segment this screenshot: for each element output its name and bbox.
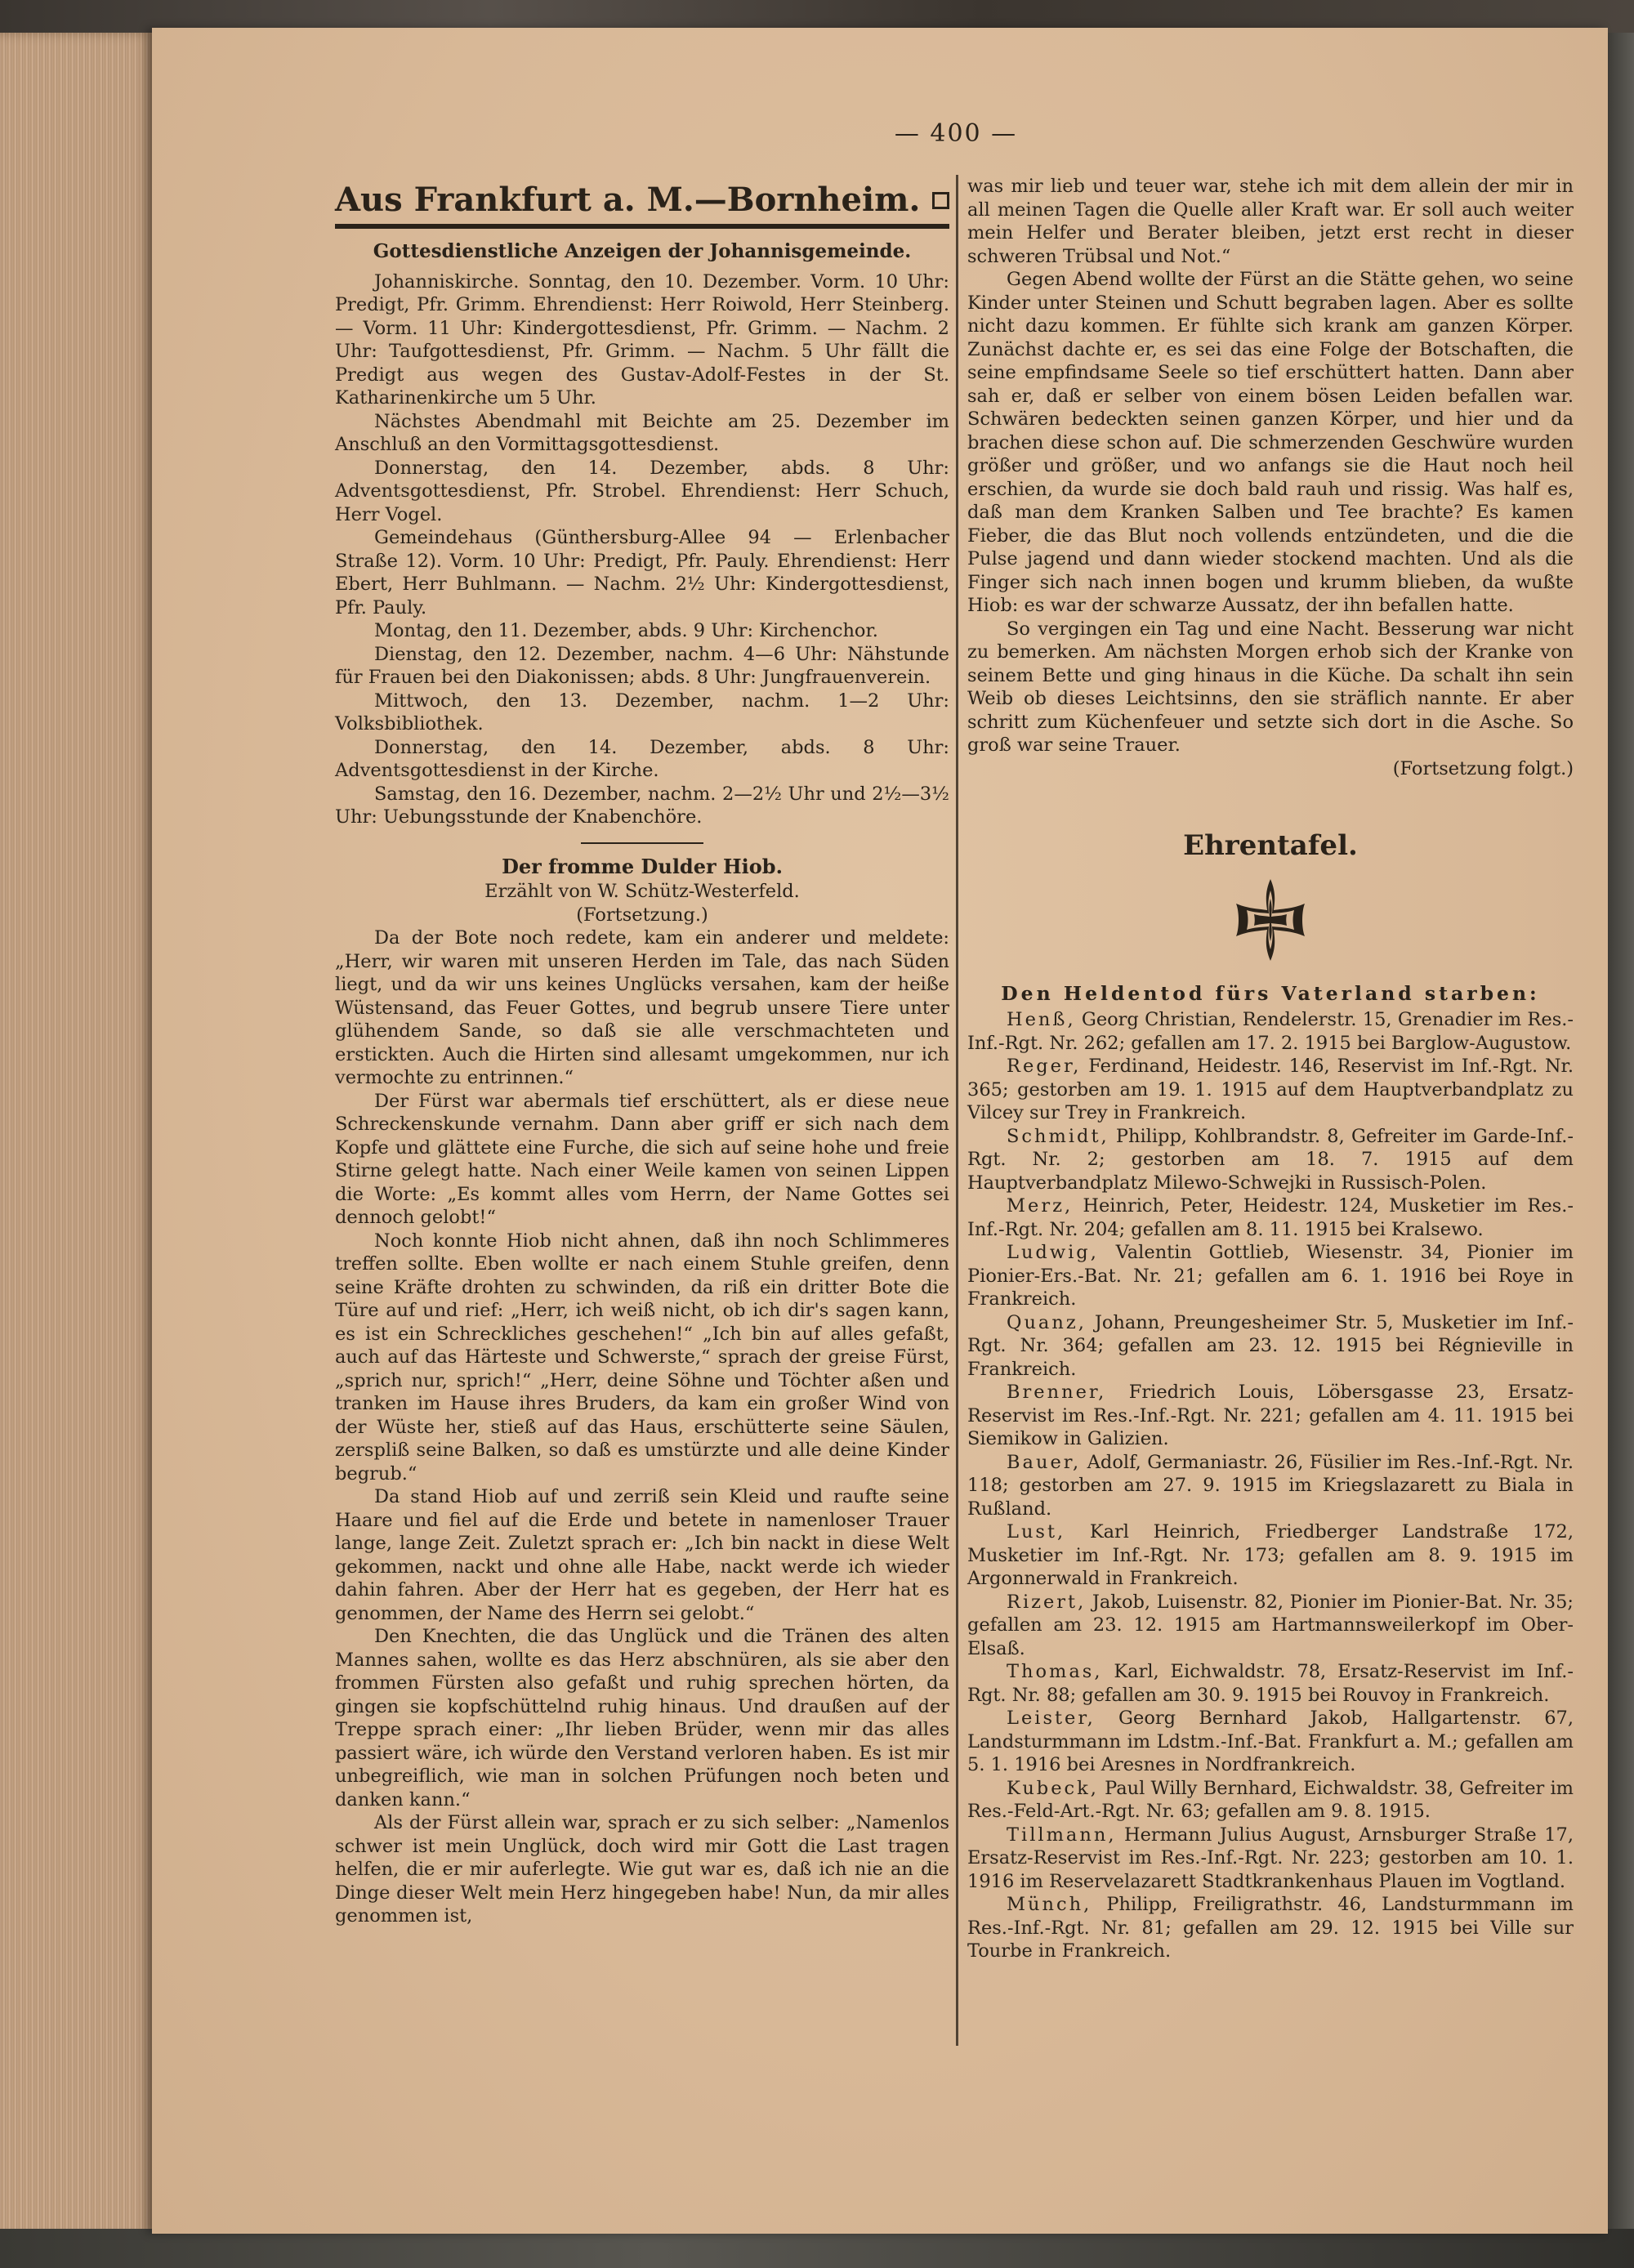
masthead-title: Aus Frankfurt a. M.—Bornheim. bbox=[335, 181, 921, 219]
column-divider bbox=[956, 175, 958, 2046]
casualty-name: Merz, bbox=[1007, 1195, 1074, 1217]
casualty-details: Georg Bernhard Jakob, Hallgartenstr. 67, Landsturmmann im Ldstm.-Inf.-Bat. Frankfurt a. M.; gefallen am 5. 1. 1916 bei Aresnes in Nordfrankreich. bbox=[967, 1708, 1574, 1775]
casualty-name: Thomas, bbox=[1007, 1661, 1103, 1682]
casualty-entry bbox=[967, 1125, 1574, 1195]
announcement: Mittwoch, den 13. Dezember, nachm. 1—2 Uhr: Volksbibliothek. bbox=[335, 690, 949, 734]
right-column bbox=[967, 175, 1574, 1963]
story-paragraph: was mir lieb und teuer war, stehe ich mit dem allein der mir in all meinen Tagen die Quelle aller Kraft war. Er soll auch weiter mein Helfer und Berater bleiben, jetzt erst recht in dieser schweren Trübsal und Not.“ bbox=[967, 176, 1574, 267]
announcement: Nächstes Abendmahl mit Beichte am 25. Dezember im Anschluß an den Vormittagsgottesdienst. bbox=[335, 410, 949, 455]
casualty-details: Karl, Eichwaldstr. 78, Ersatz-Reservist im Inf.-Rgt. Nr. 88; gefallen am 30. 9. 1915 bei Rouvoy in Frankreich. bbox=[967, 1661, 1574, 1706]
casualty-entry bbox=[967, 1707, 1574, 1777]
casualty-details: Friedrich Louis, Löbersgasse 23, Ersatz-Reservist im Res.-Inf.-Rgt. Nr. 221; gefallen am 4. 11. 1915 bei Siemikow in Galizien. bbox=[967, 1382, 1574, 1449]
story-paragraph: Da stand Hiob auf und zerriß sein Kleid und raufte seine Haare und fiel auf die Erde und betete in namenloser Trauer lange, lange Zeit. Zuletzt sprach er: „Ich bin nackt in diese Welt gekommen, nackt und ohne alle Habe, nackt werde ich wieder dahin fahren. Aber der Herr hat es gegeben, der Herr hat es genommen, der Name des Herrn sei gelobt.“ bbox=[335, 1486, 949, 1624]
casualty-name: Henß, bbox=[1007, 1009, 1076, 1030]
announcement: Johanniskirche. Sonntag, den 10. Dezember. Vorm. 10 Uhr: Predigt, Pfr. Grimm. Ehrendienst: Herr Roiwold, Herr Steinberg. — Vorm. 11 Uhr: Kindergottesdienst, Pfr. Grimm. — Nachm. 2 Uhr: Taufgottesdienst, Pfr. Grimm. — Nachm. 5 Uhr fällt die Predigt aus wegen des Gustav-Adolf-Festes in der St. Katharinenkirche um 5 Uhr. bbox=[335, 270, 949, 409]
story-paragraph: So vergingen ein Tag und eine Nacht. Besserung war nicht zu bemerken. Am nächsten Morgen erhob sich der Kranke von seinem Bette und ging hinaus in die Küche. Da schalt ihn sein Weib ob dieses Leichtsinns, den sie sträflich nannte. Er aber schritt zum Küchenfeuer und setzte sich dort in die Asche. So groß war seine Trauer. bbox=[967, 618, 1574, 756]
casualty-details: Jakob, Luisenstr. 82, Pionier im Pionier-Bat. Nr. 35; gefallen am 23. 12. 1915 am Hartmannsweilerkopf im Ober-Elsaß. bbox=[967, 1591, 1574, 1659]
casualty-details: Paul Willy Bernhard, Eichwaldstr. 38, Gefreiter im Res.-Feld-Art.-Rgt. Nr. 63; gefallen am 9. 8. 1915. bbox=[967, 1777, 1574, 1822]
casualty-entry bbox=[967, 1451, 1574, 1521]
casualty-list bbox=[967, 1008, 1574, 1963]
casualty-details: Johann, Preungesheimer Str. 5, Musketier im Inf.-Rgt. Nr. 364; gefallen am 23. 12. 1915 bei Régnieville in Frankreich. bbox=[967, 1311, 1574, 1380]
casualty-entry bbox=[967, 1520, 1574, 1591]
casualty-details: Philipp, Kohlbrandstr. 8, Gefreiter im Garde-Inf.-Rgt. Nr. 2; gestorben am 18. 7. 1915 auf dem Hauptverbandplatz Milewo-Schwejki in Russisch-Polen. bbox=[967, 1125, 1574, 1194]
casualty-name: Leister, bbox=[1007, 1708, 1096, 1729]
casualty-name: Tillmann, bbox=[1007, 1824, 1117, 1846]
announcement: Gemeindehaus (Günthersburg-Allee 94 — Erlenbacher Straße 12). Vorm. 10 Uhr: Predigt, Pfr. Pauly. Ehrendienst: Herr Ebert, Herr Buhlmann. — Nachm. 2½ Uhr: Kindergottesdienst, Pfr. Pauly. bbox=[335, 527, 949, 618]
casualty-entry bbox=[967, 1824, 1574, 1894]
casualty-entry bbox=[967, 1777, 1574, 1824]
square-ornament-icon bbox=[932, 192, 949, 209]
casualty-name: Kubeck, bbox=[1007, 1777, 1099, 1799]
casualty-details: Adolf, Germaniastr. 26, Füsilier im Res.-Inf.-Rgt. Nr. 118; gestorben am 27. 9. 1915 im Kriegslazarett zu Biala in Rußland. bbox=[967, 1451, 1574, 1520]
ehrentafel-title: Ehrentafel. bbox=[1183, 829, 1358, 862]
casualty-name: Bauer, bbox=[1007, 1451, 1082, 1473]
announcements bbox=[335, 270, 949, 829]
casualty-entry bbox=[967, 1055, 1574, 1125]
story-paragraph: Der Fürst war abermals tief erschüttert, als er diese neue Schreckenskunde vernahm. Dann aber griff er sich nach dem Kopfe und glättete eine Furche, die sich auf seine hohe und freie Stirne gelegt hatte. Nach einer Weile kamen von seinen Lippen die Worte: „Es kommt alles vom Herrn, der Name Gottes sei dennoch gelobt!“ bbox=[335, 1090, 949, 1228]
casualty-details: Philipp, Freiligrathstr. 46, Landsturmmann im Res.-Inf.-Rgt. Nr. 81; gefallen am 29. 12. 1915 bei Ville sur Tourbe in Frankreich. bbox=[967, 1894, 1574, 1962]
masthead-rule bbox=[335, 224, 949, 229]
casualty-entry bbox=[967, 1194, 1574, 1241]
book-cover-right bbox=[1608, 33, 1634, 2239]
casualty-name: Münch, bbox=[1007, 1894, 1092, 1915]
story-byline: Erzählt von W. Schütz-Westerfeld. bbox=[484, 881, 800, 902]
casualty-name: Rizert, bbox=[1007, 1591, 1087, 1613]
casualty-name: Schmidt, bbox=[1007, 1125, 1109, 1147]
casualty-entry bbox=[967, 1311, 1574, 1382]
casualty-name: Quanz, bbox=[1007, 1311, 1087, 1333]
casualty-entry bbox=[967, 1241, 1574, 1311]
casualty-name: Lust, bbox=[1007, 1521, 1066, 1543]
casualty-details: Valentin Gottlieb, Wiesenstr. 34, Pionier im Pionier-Ers.-Bat. Nr. 21; gefallen am 6. 1. 1916 bei Roye in Frankreich. bbox=[967, 1242, 1574, 1310]
casualty-entry bbox=[967, 1660, 1574, 1707]
casualty-name: Reger, bbox=[1007, 1056, 1082, 1077]
announcement: Donnerstag, den 14. Dezember, abds. 8 Uhr: Adventsgottesdienst in der Kirche. bbox=[335, 736, 949, 781]
masthead bbox=[335, 180, 949, 221]
casualty-entry bbox=[967, 1008, 1574, 1055]
announcements-title: Gottesdienstliche Anzeigen der Johannisgemeinde. bbox=[373, 240, 912, 262]
iron-cross-icon bbox=[967, 874, 1574, 966]
casualty-details: Heinrich, Peter, Heidestr. 124, Musketier im Res.-Inf.-Rgt. Nr. 204; gefallen am 8. 11. 1915 bei Kralsewo. bbox=[967, 1195, 1574, 1240]
ehrentafel-lead: Den Heldentod fürs Vaterland starben: bbox=[1001, 981, 1540, 1005]
book-page-edges bbox=[0, 33, 155, 2239]
left-column bbox=[335, 175, 949, 1928]
casualty-details: Georg Christian, Rendelerstr. 15, Grenadier im Res.-Inf.-Rgt. Nr. 262; gefallen am 17. 2. 1915 bei Barglow-Augustow. bbox=[967, 1009, 1574, 1054]
casualty-name: Ludwig, bbox=[1007, 1242, 1099, 1263]
story-body bbox=[335, 926, 949, 1928]
casualty-details: Ferdinand, Heidestr. 146, Reservist im Inf.-Rgt. Nr. 365; gestorben am 19. 1. 1915 auf dem Hauptverbandplatz zu Vilcey sur Trey in Frankreich. bbox=[967, 1056, 1574, 1123]
announcement: Donnerstag, den 14. Dezember, abds. 8 Uhr: Adventsgottesdienst, Pfr. Strobel. Ehrendienst: Herr Schuch, Herr Vogel. bbox=[335, 457, 949, 525]
casualty-details: Hermann Julius August, Arnsburger Straße 17, Ersatz-Reservist im Res.-Inf.-Rgt. Nr. 223; gestorben am 10. 1. 1916 im Reservelazarett Stadtkrankenhaus Plauen im Vogtland. bbox=[967, 1824, 1574, 1892]
story-title: Der fromme Dulder Hiob. bbox=[502, 854, 783, 878]
casualty-name: Brenner, bbox=[1007, 1382, 1107, 1403]
casualty-entry bbox=[967, 1591, 1574, 1661]
story-paragraph: Als der Fürst allein war, sprach er zu sich selber: „Namenlos schwer ist mein Unglück, doch wird mir Gott die Last tragen helfen, die er mir auferlegte. Wie gut war es, daß ich nie an die Dinge dieser Welt mein Herz hingegeben habe! Nun, da mir alles genommen ist, bbox=[335, 1812, 949, 1926]
announcement: Samstag, den 16. Dezember, nachm. 2—2½ Uhr und 2½—3½ Uhr: Uebungsstunde der Knabenchöre. bbox=[335, 783, 949, 828]
book-cover-bottom bbox=[0, 2229, 1634, 2268]
casualty-entry bbox=[967, 1381, 1574, 1451]
casualty-entry bbox=[967, 1893, 1574, 1963]
story-paragraph: Gegen Abend wollte der Fürst an die Stätte gehen, wo seine Kinder unter Steinen und Schutt begraben lagen. Aber es sollte nicht dazu kommen. Er fühlte sich krank am ganzen Körper. Zunächst dachte er, es sei das eine Folge der Botschaften, die seine empfindsame Seele so tief erschüttert hatten. Dann aber sah er, daß er selber von einem bösen Leiden befallen war. Schwären bedeckten seinen ganzen Körper, und hier und da brachen diese schon auf. Die schmerzenden Geschwüre wurden größer und größer, und wo anfangs sie die Haut noch heil erschien, da wurde sie doch bald rauh und rissig. Was half es, daß man dem Kranken Salben und Tee brachte? Es kamen Fieber, die das Blut noch vollends entzündeten, und die die Pulse jagend und dann wieder stockend machten. Und als die Finger sich nach innen bogen und krumm blieben, da wußte Hiob: es war der schwarze Aussatz, der ihn befallen hatte. bbox=[967, 269, 1574, 616]
to-be-continued-note: (Fortsetzung folgt.) bbox=[1392, 757, 1574, 779]
story-paragraph: Da der Bote noch redete, kam ein anderer und meldete: „Herr, wir waren mit unseren Herden im Tale, das nach Süden liegt, und da wir uns keines Unglücks versahen, kam der heiße Wüstensand, das Feuer Gottes, und begrub unsere Tiere unter glühendem Sande, so daß sie alle verschmachteten und erstickten. Auch die Hirten sind allesamt umgekommen, nur ich vermochte zu entrinnen.“ bbox=[335, 927, 949, 1088]
announcement: Dienstag, den 12. Dezember, nachm. 4—6 Uhr: Nähstunde für Frauen bei den Diakonissen; abds. 8 Uhr: Jungfrauenverein. bbox=[335, 643, 949, 688]
announcement: Montag, den 11. Dezember, abds. 9 Uhr: Kirchenchor. bbox=[374, 620, 878, 641]
casualty-details: Karl Heinrich, Friedberger Landstraße 172, Musketier im Inf.-Rgt. Nr. 173; gefallen am 8. 9. 1915 im Argonnerwald in Frankreich. bbox=[967, 1521, 1574, 1589]
story-paragraph: Den Knechten, die das Unglück und die Tränen des alten Mannes sahen, wollte es das Herz abschnüren, als sie aber den frommen Fürsten also gefaßt und ruhig sprechen hörten, da gingen sie kopfschüttelnd ruhig hinaus. Und draußen auf der Treppe sprach einer: „Ihr lieben Brüder, wenn mir das alles passiert wäre, ich würde den Verstand verloren haben. Es ist mir unbegreiflich, wie man in solchen Prüfungen noch beten und danken kann.“ bbox=[335, 1626, 949, 1810]
story-continuation-note: (Fortsetzung.) bbox=[576, 904, 708, 926]
story-paragraph: Noch konnte Hiob nicht ahnen, daß ihn noch Schlimmeres treffen sollte. Eben wollte er nach einem Stuhle greifen, denn seine Kräfte drohten zu schwinden, da riß ein dritter Bote die Türe auf und rief: „Herr, ich weiß nicht, ob ich dir's sagen kann, es ist ein Schreckliches geschehen!“ „Ich bin auf alles gefaßt, auch auf das Härteste und Schwerste,“ sprach der greise Fürst, „sprich nur, sprich!“ „Herr, deine Söhne und Töchter aßen und tranken im Hause ihres Bruders, da kam ein großer Wind von der Wüste her, stieß auf das Haus, erschütterte seine Säulen, zerspliß seine Balken, so daß es umstürzte und alle deine Kinder begrub.“ bbox=[335, 1230, 949, 1484]
section-separator bbox=[581, 842, 703, 844]
page-number: — 400 — bbox=[894, 119, 1018, 148]
